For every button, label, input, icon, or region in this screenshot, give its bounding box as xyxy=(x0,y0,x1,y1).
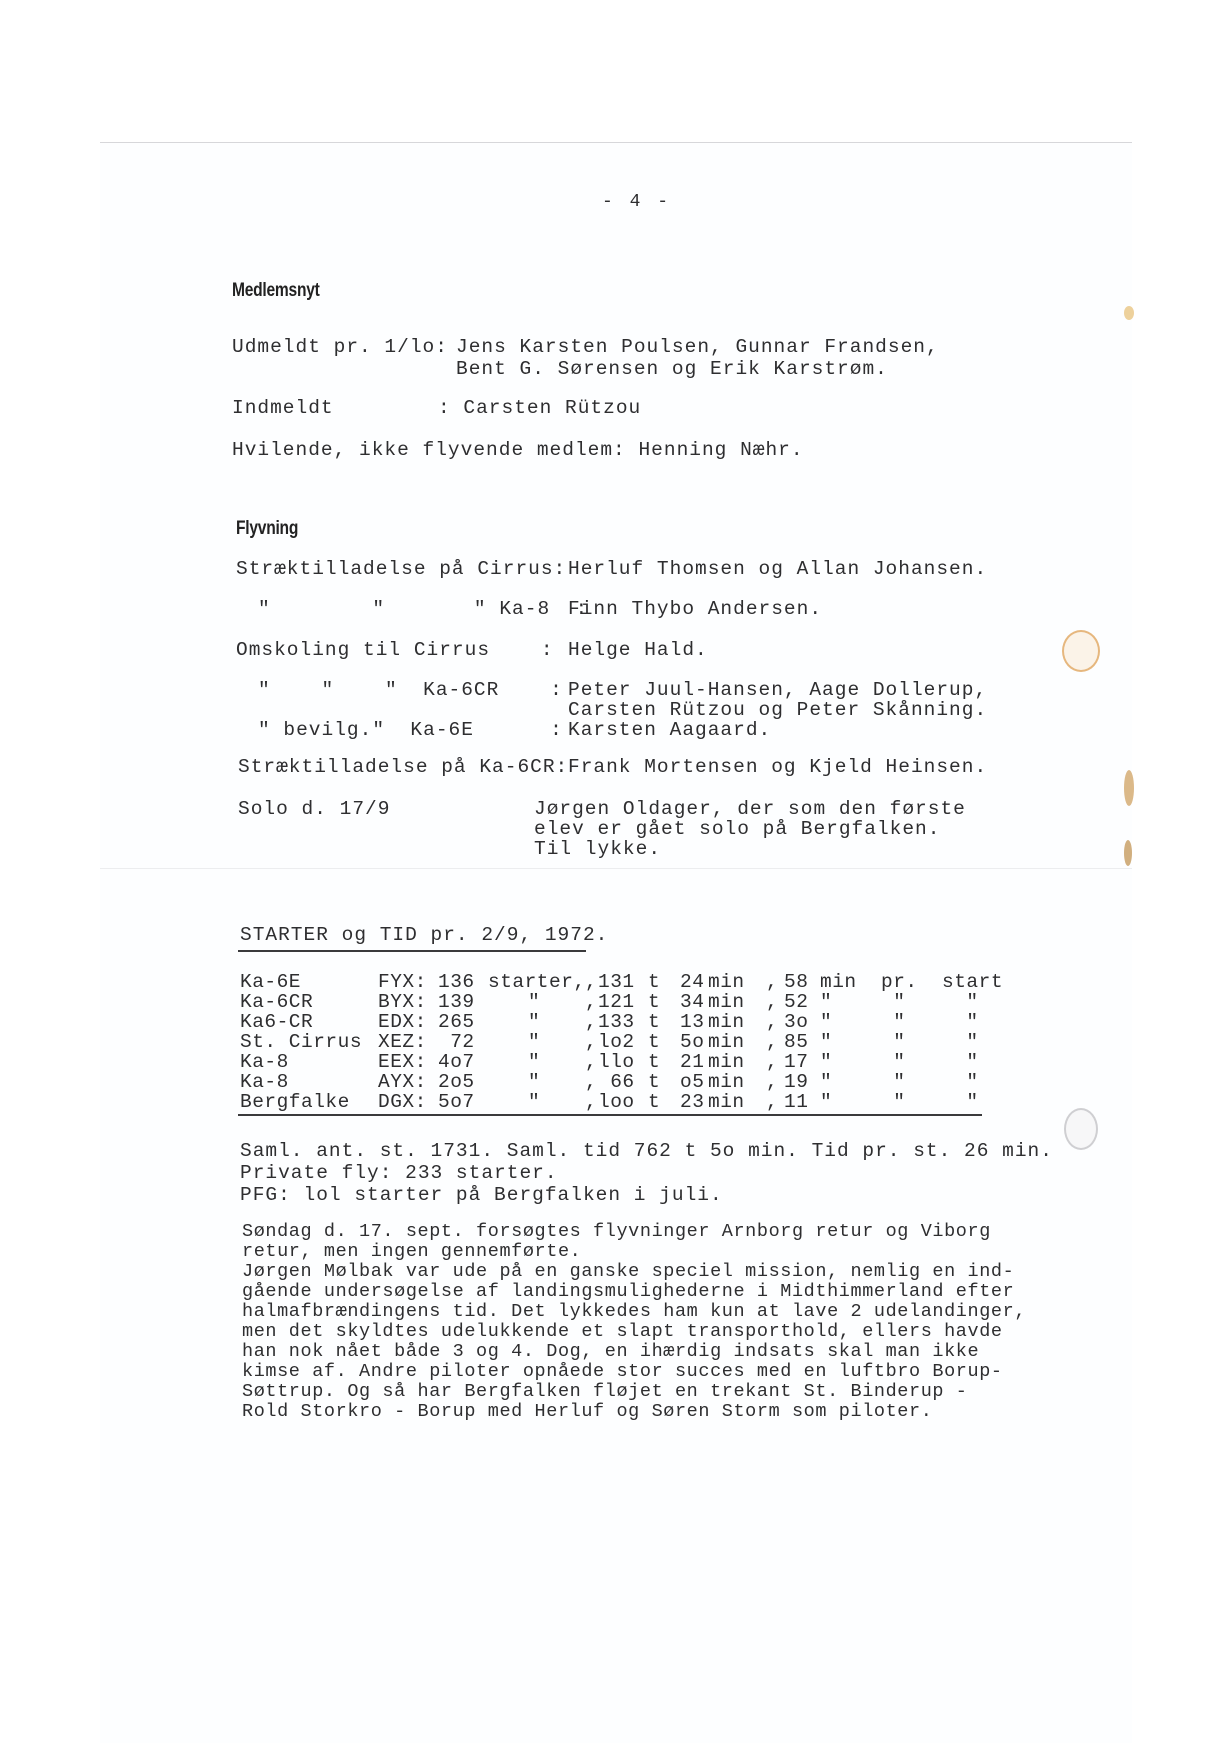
stats-separator: , xyxy=(766,991,779,1013)
stats-average: 11 xyxy=(784,1091,809,1113)
narrative-line: gående undersøgelse af landingsmulighederne i Midthimmerland efter xyxy=(242,1281,1015,1302)
flying-value: elev er gået solo på Bergfalken. xyxy=(534,818,941,840)
flying-label: Stræktilladelse på Ka-6CR: xyxy=(238,756,569,778)
stats-registration: FYX: xyxy=(378,971,427,993)
stats-minutes-unit: min xyxy=(708,1071,745,1093)
stats-type: Ka-6E xyxy=(240,971,302,993)
stats-minutes: 24 xyxy=(680,971,705,993)
stats-hours-unit: t xyxy=(648,971,661,993)
narrative-line: halmafbrændingens tid. Det lykkedes ham kun at lave 2 udelandinger, xyxy=(242,1301,1027,1322)
stats-unit: " xyxy=(528,1031,541,1053)
stats-average: 85 xyxy=(784,1031,809,1053)
flying-value: Karsten Aagaard. xyxy=(568,719,772,741)
narrative-line: Jørgen Mølbak var ude på en ganske speciel mission, nemlig en ind- xyxy=(242,1261,1015,1282)
stats-separator: , xyxy=(585,1091,598,1113)
stats-minutes: o5 xyxy=(680,1071,705,1093)
flying-label: " " " Ka-8 : xyxy=(258,598,589,620)
stats-registration: EDX: xyxy=(378,1011,427,1033)
stats-separator: , xyxy=(766,1031,779,1053)
stats-per-start: min pr. start xyxy=(820,971,1004,993)
stats-minutes-unit: min xyxy=(708,991,745,1013)
flying-value: Carsten Rützou og Peter Skånning. xyxy=(568,699,988,721)
flying-label: Stræktilladelse på Cirrus: xyxy=(236,558,567,580)
resting-member: Hvilende, ikke flyvende medlem: Henning Næhr. xyxy=(232,439,804,461)
stats-heading: STARTER og TID pr. 2/9, 1972. xyxy=(240,924,609,946)
flying-label: Omskoling til Cirrus : xyxy=(236,639,554,661)
narrative-line: Søttrup. Og så har Bergfalken fløjet en trekant St. Binderup - xyxy=(242,1381,968,1402)
out-label: Udmeldt pr. 1/lo: xyxy=(232,336,448,358)
narrative-line: kimse af. Andre piloter opnåede stor succes med en luftbro Borup- xyxy=(242,1361,1003,1382)
stats-type: Ka-6CR xyxy=(240,991,314,1013)
stats-separator: , xyxy=(766,1091,779,1113)
stats-starts: 4o7 xyxy=(438,1051,475,1073)
flying-value: Peter Juul-Hansen, Aage Dollerup, xyxy=(568,679,988,701)
flying-value: Helge Hald. xyxy=(568,639,708,661)
in-label: Indmeldt xyxy=(232,397,334,419)
stats-type: Ka6-CR xyxy=(240,1011,314,1033)
members-heading: Medlemsnyt xyxy=(232,280,320,301)
stats-separator: , xyxy=(585,1031,598,1053)
stats-registration: XEZ: xyxy=(378,1031,427,1053)
out-members-line-2: Bent G. Sørensen og Erik Karstrøm. xyxy=(456,358,888,380)
stats-starts: 5o7 xyxy=(438,1091,475,1113)
stats-type: Ka-8 xyxy=(240,1071,289,1093)
punch-hole-top xyxy=(1062,630,1100,672)
stats-hours-unit: t xyxy=(648,1071,661,1093)
page-number: - 4 - xyxy=(602,192,672,212)
stats-separator: , xyxy=(585,1071,598,1093)
flying-value: Til lykke. xyxy=(534,838,662,860)
stats-per-start: " " " xyxy=(820,1091,979,1113)
stats-unit: starter, xyxy=(488,971,586,993)
stats-hours: llo xyxy=(598,1051,635,1073)
stats-unit: " xyxy=(528,1091,541,1113)
flying-heading: Flyvning xyxy=(236,518,299,539)
stats-separator: , xyxy=(585,1011,598,1033)
stats-minutes-unit: min xyxy=(708,1051,745,1073)
flying-label: " " " Ka-6CR : xyxy=(258,679,563,701)
flying-value: Finn Thybo Andersen. xyxy=(568,598,823,620)
stats-separator: , xyxy=(766,1071,779,1093)
stats-total-2: Private fly: 233 starter. xyxy=(240,1162,558,1184)
stats-starts: 265 xyxy=(438,1011,475,1033)
stats-per-start: " " " xyxy=(820,991,979,1013)
stats-unit: " xyxy=(528,1011,541,1033)
punch-hole-bottom xyxy=(1064,1108,1098,1150)
stats-starts: 136 xyxy=(438,971,475,993)
narrative-line: men det skyldtes udelukkende et slapt transporthold, ellers havde xyxy=(242,1321,1003,1342)
stats-hours-unit: t xyxy=(648,1051,661,1073)
stats-starts: 139 xyxy=(438,991,475,1013)
stats-per-start: " " " xyxy=(820,1071,979,1093)
stats-separator: , xyxy=(766,1051,779,1073)
narrative-line: Rold Storkro - Borup med Herluf og Søren Storm som piloter. xyxy=(242,1401,933,1422)
out-members-line-1: Jens Karsten Poulsen, Gunnar Frandsen, xyxy=(456,336,939,358)
stats-registration: AYX: xyxy=(378,1071,427,1093)
rust-stain xyxy=(1124,306,1134,320)
stats-per-start: " " " xyxy=(820,1051,979,1073)
narrative-line: Søndag d. 17. sept. forsøgtes flyvninger Arnborg retur og Viborg xyxy=(242,1221,991,1242)
stats-hours: 133 xyxy=(598,1011,635,1033)
flying-value: Jørgen Oldager, der som den første xyxy=(534,798,966,820)
stats-hours-unit: t xyxy=(648,1011,661,1033)
stats-hours-unit: t xyxy=(648,1091,661,1113)
rust-stain xyxy=(1124,840,1132,866)
stats-separator: , xyxy=(585,1051,598,1073)
stats-separator: , xyxy=(766,971,779,993)
stats-hours: lo2 xyxy=(598,1031,635,1053)
stats-per-start: " " " xyxy=(820,1011,979,1033)
stats-minutes: 21 xyxy=(680,1051,705,1073)
stats-heading-rule xyxy=(238,950,586,952)
stats-unit: " xyxy=(528,1071,541,1093)
stats-registration: DGX: xyxy=(378,1091,427,1113)
stats-hours: 121 xyxy=(598,991,635,1013)
stats-total-3: PFG: lol starter på Bergfalken i juli. xyxy=(240,1184,723,1206)
stats-minutes: 34 xyxy=(680,991,705,1013)
stats-registration: BYX: xyxy=(378,991,427,1013)
stats-registration: EEX: xyxy=(378,1051,427,1073)
stats-type: Ka-8 xyxy=(240,1051,289,1073)
narrative-line: han nok nået både 3 og 4. Dog, en ihærdig indsats skal man ikke xyxy=(242,1341,980,1362)
flying-value: Frank Mortensen og Kjeld Heinsen. xyxy=(568,756,988,778)
flying-label: " bevilg." Ka-6E : xyxy=(258,719,563,741)
stats-average: 52 xyxy=(784,991,809,1013)
stats-minutes-unit: min xyxy=(708,1011,745,1033)
stats-average: 3o xyxy=(784,1011,809,1033)
stats-unit: " xyxy=(528,1051,541,1073)
stats-total-1: Saml. ant. st. 1731. Saml. tid 762 t 5o min. Tid pr. st. 26 min. xyxy=(240,1140,1053,1162)
stats-minutes: 13 xyxy=(680,1011,705,1033)
stats-table-rule xyxy=(238,1114,982,1116)
stats-separator: , xyxy=(585,971,598,993)
in-members: : Carsten Rützou xyxy=(438,397,642,419)
stats-separator: , xyxy=(585,991,598,1013)
flying-value: Herluf Thomsen og Allan Johansen. xyxy=(568,558,988,580)
stats-starts: 72 xyxy=(438,1031,475,1053)
stats-unit: " xyxy=(528,991,541,1013)
stats-minutes: 5o xyxy=(680,1031,705,1053)
fold-line xyxy=(100,868,1132,869)
stats-minutes-unit: min xyxy=(708,1031,745,1053)
stats-hours-unit: t xyxy=(648,991,661,1013)
stats-minutes: 23 xyxy=(680,1091,705,1113)
rust-stain xyxy=(1124,770,1134,806)
flying-label: Solo d. 17/9 xyxy=(238,798,391,820)
stats-starts: 2o5 xyxy=(438,1071,475,1093)
stats-hours: 66 xyxy=(598,1071,635,1093)
stats-type: Bergfalke xyxy=(240,1091,350,1113)
stats-minutes-unit: min xyxy=(708,971,745,993)
stats-average: 58 xyxy=(784,971,809,993)
narrative-line: retur, men ingen gennemførte. xyxy=(242,1241,582,1262)
stats-average: 19 xyxy=(784,1071,809,1093)
stats-separator: , xyxy=(766,1011,779,1033)
stats-minutes-unit: min xyxy=(708,1091,745,1113)
stats-hours: loo xyxy=(598,1091,635,1113)
stats-average: 17 xyxy=(784,1051,809,1073)
stats-hours-unit: t xyxy=(648,1031,661,1053)
stats-per-start: " " " xyxy=(820,1031,979,1053)
stats-hours: 131 xyxy=(598,971,635,993)
stats-type: St. Cirrus xyxy=(240,1031,363,1053)
